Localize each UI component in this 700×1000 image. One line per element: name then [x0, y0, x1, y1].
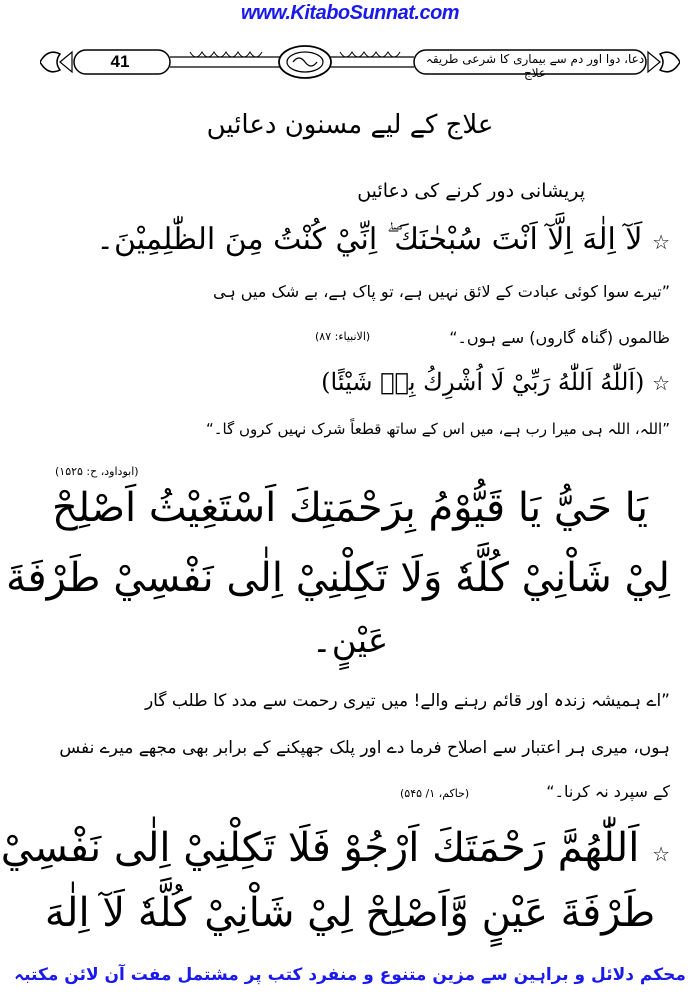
translation-2: ”اللہ، اللہ ہی میرا رب ہے، میں اس کے ساتھ قطعاً شرک نہیں کروں گا۔“: [205, 420, 670, 438]
translation-1-line-2: ظالموں (گناہ گاروں) سے ہوں۔“: [449, 328, 670, 347]
dua-4-line-1-text: اَللّٰهُمَّ رَحْمَتَكَ اَرْجُوْ فَلَا تَكِلْنِيْ اِلٰى نَفْسِيْ: [0, 825, 640, 871]
running-head: دعا، دوا اور دم سے بیماری کا شرعی طریقہ علاج: [425, 52, 645, 80]
translation-3-line-3: کے سپرد نہ کرنا۔“: [546, 782, 670, 801]
reference-3: (حاکم، ۱/ ۵۴۵): [400, 787, 470, 800]
dua-3-line-1: يَا حَيُّ يَا قَيُّوْمُ بِرَحْمَتِكَ اَسْتَغِيْثُ اَصْلِحْ: [52, 485, 648, 531]
star-bullet-icon: ☆: [652, 371, 670, 395]
site-url-link[interactable]: www.KitaboSunnat.com: [240, 2, 460, 24]
dua-3-line-3: عَيْنٍ۔: [311, 621, 389, 661]
footer-note: محکم دلائل و براہین سے مزین متنوع و منفرد کتب پر مشتمل مفت آن لائن مکتبہ: [14, 965, 686, 985]
section-heading: پریشانی دور کرنے کی دعائیں: [357, 180, 585, 202]
dua-4-line-1: [0, 825, 670, 871]
dua-2-text: (اَللّٰهُ اَللّٰهُ رَبِّيْ لَا اُشْرِكُ بِهٖ شَيْئًا): [321, 368, 645, 396]
translation-3-line-2: ہوں، میری ہر اعتبار سے اصلاح فرما دے اور پلک جھپکنے کے برابر بھی مجھے میرے نفس: [59, 738, 670, 758]
dua-1: [30, 222, 670, 257]
translation-3-line-1: ”اے ہمیشہ زندہ اور قائم رہنے والے! میں تیری رحمت سے مدد کا طلب گار: [144, 691, 670, 711]
dua-1-text: لَآ اِلٰهَ اِلَّآ اَنْتَ سُبْحٰنَكَ ۖ اِنِّيْ كُنْتُ مِنَ الظّٰلِمِيْنَ۔: [96, 222, 643, 257]
reference-2: (ابوداود، ح: ۱۵۲۵): [55, 465, 139, 478]
page-number: 41: [110, 52, 130, 71]
dua-2: [30, 368, 670, 396]
dua-3-line-2: لِيْ شَاْنِيْ كُلَّهٗ وَلَا تَكِلْنِيْ اِلٰى نَفْسِيْ طَرْفَةَ: [6, 555, 670, 601]
chapter-title: علاج کے لیے مسنون دعائیں: [206, 110, 494, 140]
star-bullet-icon: ☆: [652, 230, 670, 254]
reference-1: (الانبیاء: ۸۷): [315, 330, 371, 343]
star-bullet-icon: ☆: [652, 842, 670, 866]
dua-4-line-2: طَرْفَةَ عَيْنٍ وَّاَصْلِحْ لِيْ شَاْنِيْ كُلَّهٗ لَآ اِلٰهَ: [44, 890, 656, 936]
translation-1-line-1: ”تیرے سوا کوئی عبادت کے لائق نہیں ہے، تو پاک ہے، بے شک میں ہی: [213, 282, 670, 301]
